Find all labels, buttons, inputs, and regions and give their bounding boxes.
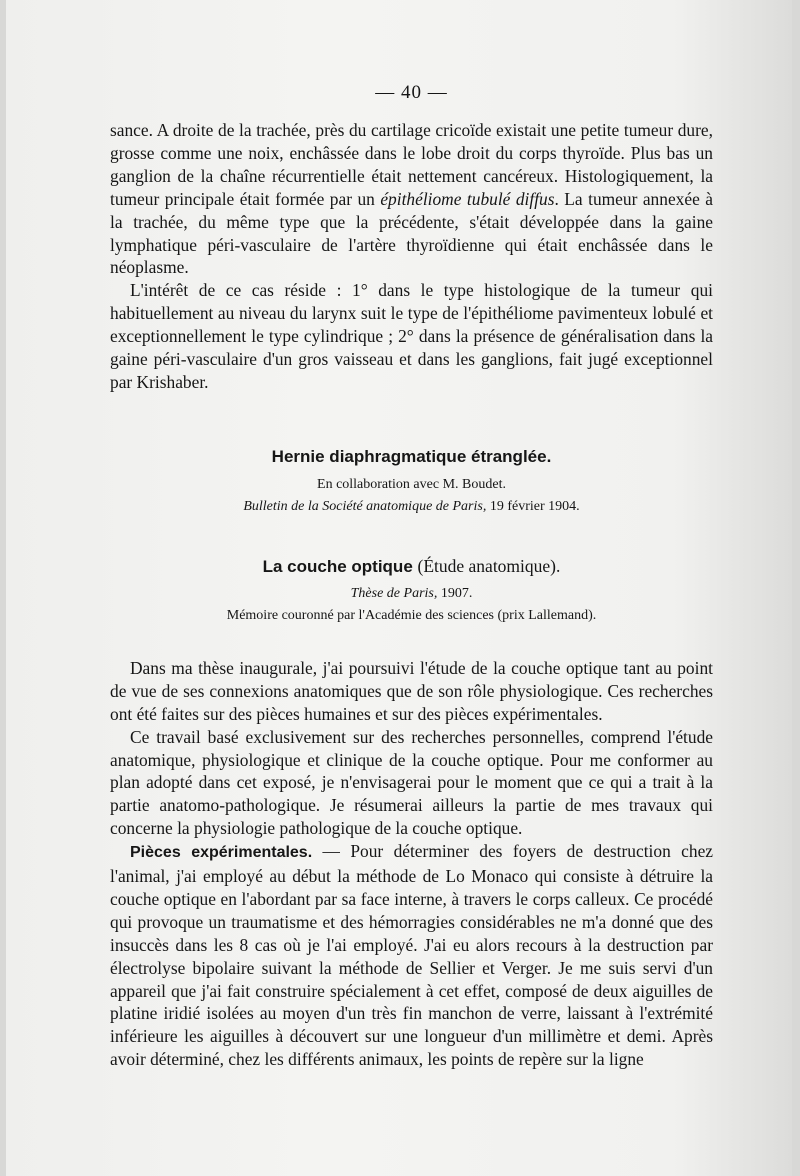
couche-award: Mémoire couronné par l'Académie des sciences (prix Lallemand). bbox=[226, 607, 597, 623]
case-paragraph bbox=[110, 119, 713, 279]
page-number: — 40 — bbox=[375, 82, 448, 103]
page-content bbox=[110, 82, 713, 1071]
hernie-date: 19 février 1904. bbox=[489, 498, 580, 514]
couche-these-label: Thèse de Paris, bbox=[350, 585, 438, 601]
couche-subtitle: (Étude anatomique). bbox=[417, 555, 561, 576]
couche-title: La couche optique bbox=[262, 556, 413, 576]
body-paragraph-3 bbox=[110, 840, 713, 1071]
body-paragraph-1: Dans ma thèse inaugurale, j'ai poursuivi l'étude de la couche optique tant au point de vue de ses connexions anatomiques que de son rôle physiologique. Ces recherches ont été faites sur des pièces humaines et sur des pièces expérimentales. bbox=[110, 657, 713, 724]
run-in-heading: Pièces expérimentales. bbox=[130, 844, 313, 862]
page bbox=[6, 0, 792, 1176]
body-paragraph-2: Ce travail basé exclusivement sur des recherches personnelles, comprend l'étude anatomique, physiologique et clinique de la couche optique. Pour me conformer au plan adopté dans cet exposé, je n'envisagerai pour le moment que ce qui a trait à la partie anatomo-pathologique. Je résumerai ailleurs la partie de mes travaux qui concerne la physiologie pathologique de la couche optique. bbox=[110, 726, 713, 839]
hernie-journal: Bulletin de la Société anatomique de Paris, bbox=[243, 498, 487, 514]
couche-title-line bbox=[110, 556, 713, 577]
couche-year: 1907. bbox=[440, 585, 473, 601]
hernie-citation bbox=[110, 496, 713, 518]
case-text-b: . La tumeur annexée à la trachée, du même type que la précédente, s'était développée dans la gaine lymphatique péri-vasculaire de l'artère thyroïdienne qui était enchâssée dans le néoplasme. bbox=[110, 188, 713, 278]
hernie-title: Hernie diaphragmatique étranglée. bbox=[271, 446, 552, 466]
case-text-a: sance. A droite de la trachée, près du cartilage cricoïde existait une petite tumeur dure, grosse comme une noix, enchâssée dans le lobe droit du corps thyroïde. Plus bas un ganglion de la chaîne récurrentielle était nettement cancéreux. Histologiquement, la tumeur principale était formée par un bbox=[110, 120, 713, 209]
interest-paragraph: L'intérêt de ce cas réside : 1° dans le type histologique de la tumeur qui habituellement au niveau du larynx suit le type de l'épithéliome pavimenteux lobulé et exceptionnellement le type cylindrique ; 2° dans la présence de généralisation dans la gaine péri-vasculaire d'un gros vaisseau et dans les ganglions, fait jugé exceptionnel par Krishaber. bbox=[110, 280, 713, 392]
couche-these bbox=[110, 583, 713, 605]
body-paragraph-3-text: — Pour déterminer des foyers de destruction chez l'animal, j'ai employé au début la méthode de Lo Monaco qui consiste à détruire la couche optique en l'abordant par sa face interne, à travers le corps calleux. Ce procédé qui provoque un traumatisme et des hémorragies considérables ne m'a donné que des insuccès dans les 8 cas où je l'ai employé. J'ai eu alors recours à la destruction par électrolyse bipolaire suivant la méthode de Sellier et Verger. Je me suis servi d'un appareil que j'ai fait construire spécialement à cet effet, composé de deux aiguilles de platine iridié isolées au moyen d'un très fin manchon de verre, laissant à l'extrémité inférieure les aiguilles à découvert sur une longueur d'un millimètre et demi. Après avoir déterminé, chez les différents animaux, les points de repère sur la ligne bbox=[110, 841, 714, 1070]
case-italic-term: épithéliome tubulé diffus bbox=[380, 188, 555, 209]
hernie-collab: En collaboration avec M. Boudet. bbox=[317, 476, 506, 492]
